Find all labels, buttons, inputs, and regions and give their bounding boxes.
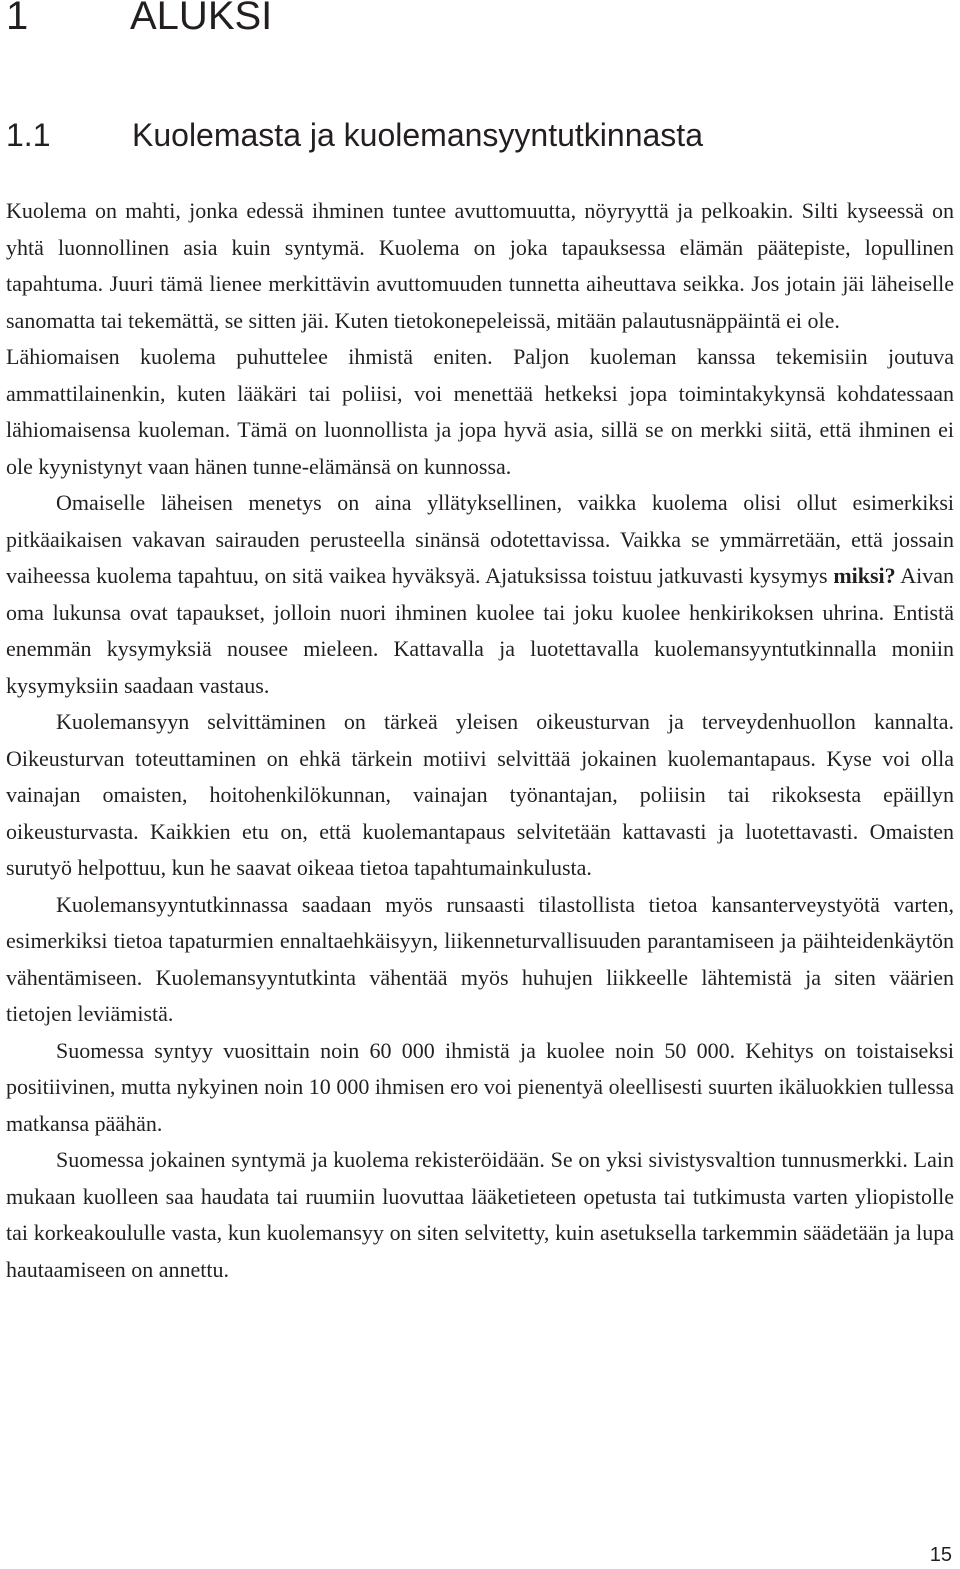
- paragraph-7: Suomessa jokainen syntymä ja kuolema rekisteröidään. Se on yksi sivistysvaltion tunnusmerkki. Lain mukaan kuolleen saa haudata tai ruumiin luovuttaa lääketieteen opetusta tai tutkimusta varten yliopistolle tai korkeakoululle vasta, kun kuolemansyy on siten selvitetty, kuin asetuksella tarkemmin säädetään ja lupa hautaamiseen on annettu.: [6, 1147, 954, 1282]
- body-text: [6, 193, 954, 1288]
- chapter-heading: [6, 0, 272, 44]
- paragraph-3: [6, 485, 954, 704]
- section-title: Kuolemasta ja kuolemansyyntutkinnasta: [132, 117, 703, 153]
- paragraph-2: Lähiomaisen kuolema puhuttelee ihmistä eniten. Paljon kuoleman kanssa tekemisiin joutuva ammattilainenkin, kuten lääkäri tai poliisi, voi menettää hetkeksi jopa toimintakykynsä kohdatessaan lähiomaisensa kuoleman. Tämä on luonnollista ja jopa hyvä asia, sillä se on merkki siitä, että ihminen ei ole kyynistynyt vaan hänen tunne-elämänsä on kunnossa.: [6, 344, 954, 479]
- emphasis-miksi: miksi?: [833, 563, 896, 588]
- paragraph-5: Kuolemansyyntutkinnassa saadaan myös runsaasti tilastollista tietoa kansanterveystyötä varten, esimerkiksi tietoa tapaturmien ennaltaehkäisyyn, liikenneturvallisuuden parantamiseen ja päihteidenkäytön vähentämiseen. Kuolemansyyntutkinta vähentää myös huhujen liikkeelle lähtemistä ja siten väärien tietojen leviämistä.: [6, 891, 954, 1026]
- paragraph-6: Suomessa syntyy vuosittain noin 60 000 ihmistä ja kuolee noin 50 000. Kehitys on toistaiseksi positiivinen, mutta nykyinen noin 10 000 ihmisen ero voi pienentyä oleellisesti suurten ikäluokkien tullessa matkansa päähän.: [6, 1037, 954, 1136]
- chapter-number: 1: [6, 0, 29, 38]
- page-number: 15: [929, 1544, 952, 1566]
- paragraph-1: Kuolema on mahti, jonka edessä ihminen tuntee avuttomuutta, nöyryyttä ja pelkoakin. Silti kyseessä on yhtä luonnollinen asia kuin syntymä. Kuolema on joka tapauksessa elämän päätepiste, lopullinen tapahtuma. Juuri tämä lienee merkittävin avuttomuuden tunnetta aiheuttava seikka. Jos jotain jäi läheiselle sanomatta tai tekemättä, se sitten jäi. Kuten tietokonepeleissä, mitään palautusnäppäintä ei ole.: [6, 198, 954, 333]
- paragraph-4: Kuolemansyyn selvittäminen on tärkeä yleisen oikeusturvan ja terveydenhuollon kannalta. Oikeusturvan toteuttaminen on ehkä tärkein motiivi selvittää jokainen kuolemantapaus. Kyse voi olla vainajan omaisten, hoitohenkilökunnan, vainajan työnantajan, poliisin tai rikoksesta epäillyn oikeusturvasta. Kaikkien etu on, että kuolemantapaus selvitetään kattavasti ja luotettavasti. Omaisten surutyö helpottuu, kun he saavat oikeaa tietoa tapahtumainkulusta.: [6, 709, 954, 880]
- section-heading: [6, 111, 703, 159]
- section-number: 1.1: [6, 117, 51, 153]
- paragraph-3-text-start: Omaiselle läheisen menetys on aina yllätyksellinen, vaikka kuolema olisi ollut esimerkiksi pitkäaikaisen vakavan sairauden perusteella sinänsä odotettavissa. Vaikka se ymmärretään, että jossain vaiheessa kuolema tapahtuu, on sitä vaikea hyväksyä. Ajatuksissa toistuu jatkuvasti kysymys: [6, 490, 954, 588]
- paragraph-3-text-end: Aivan oma lukunsa ovat tapaukset, jolloin nuori ihminen kuolee tai joku kuolee henkirikoksen uhrina. Entistä enemmän kysymyksiä nousee mieleen. Kattavalla ja luotettavalla kuolemansyyntutkinnalla moniin kysymyksiin saadaan vastaus.: [6, 563, 955, 698]
- chapter-title: ALUKSI: [130, 0, 273, 38]
